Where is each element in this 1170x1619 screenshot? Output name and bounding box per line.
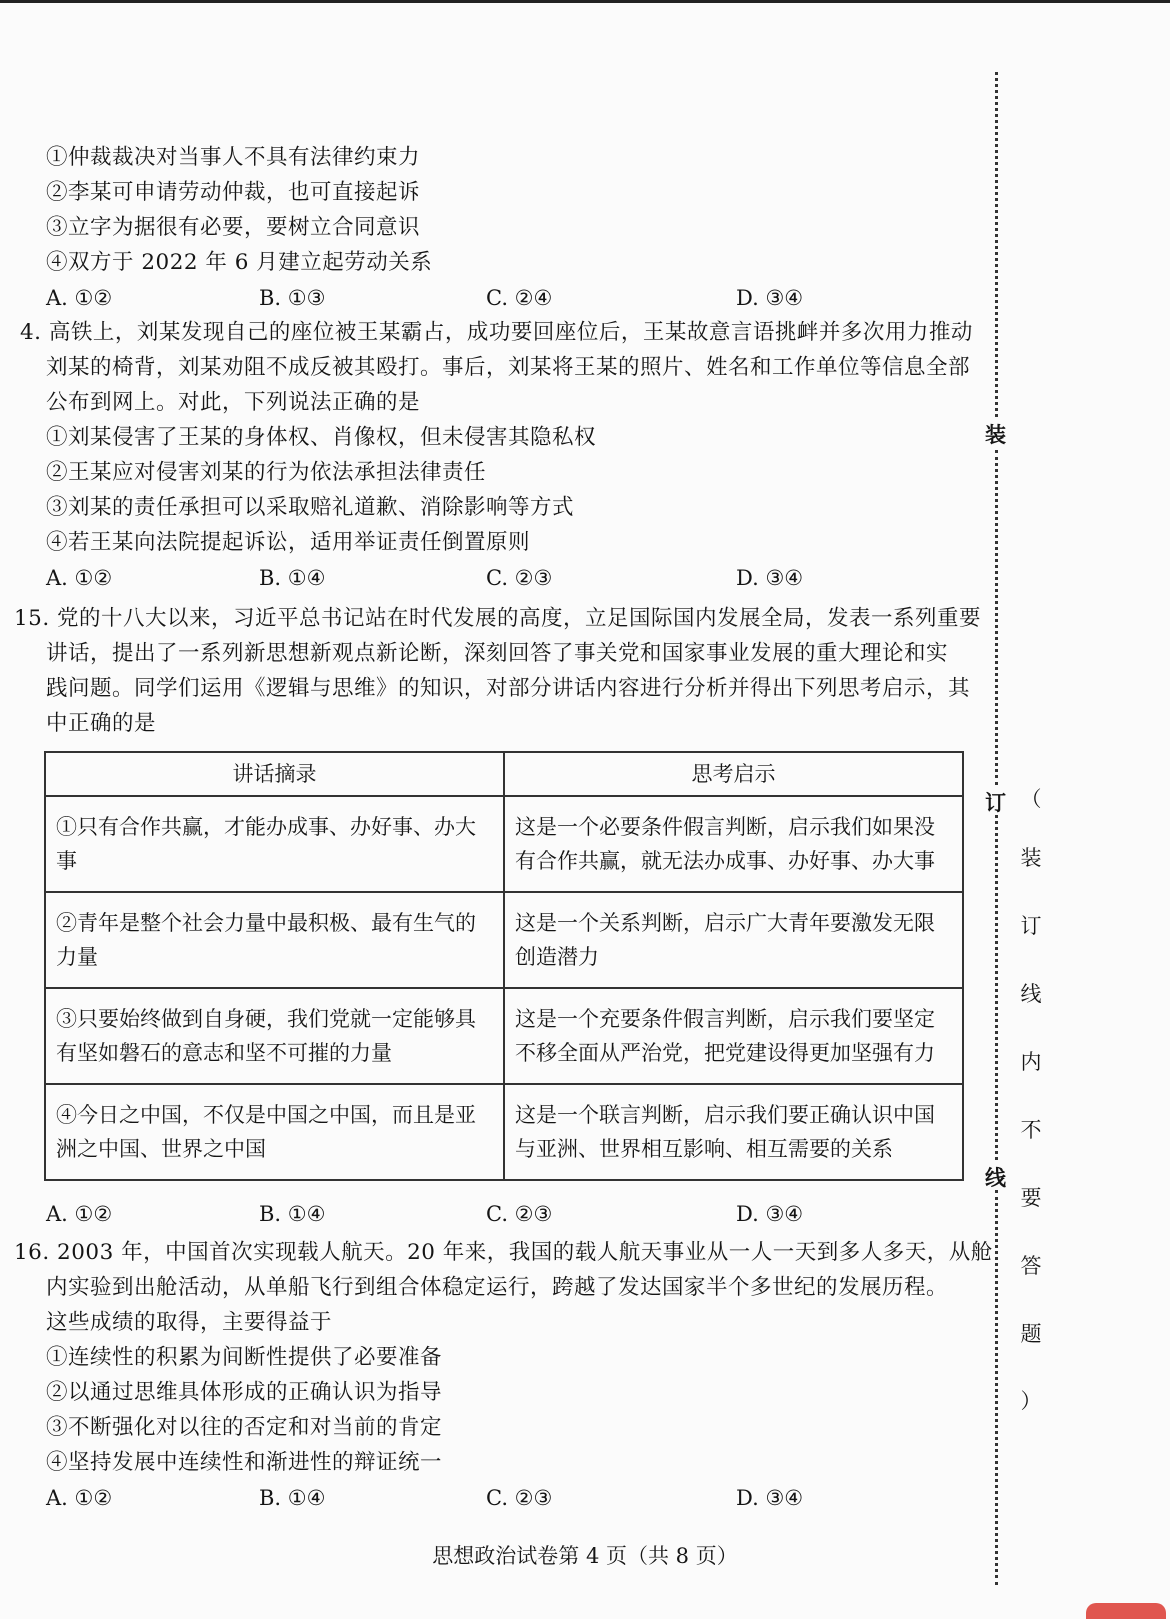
binding-notice-char: 订 [1020, 914, 1042, 938]
q14-statement-4: ④若王某向法院提起诉讼，适用举证责任倒置原则 [46, 530, 531, 555]
binding-notice-char: 答 [1020, 1254, 1042, 1278]
table-cell-excerpt: ③只要始终做到自身硬，我们党就一定能够具有坚如磐石的意志和坚不可摧的力量 [45, 988, 504, 1084]
q16-options [46, 1483, 866, 1513]
q16-statement-2: ②以通过思维具体形成的正确认识为指导 [46, 1380, 443, 1405]
binding-notice-char: 不 [1020, 1118, 1042, 1142]
q16-option-d: D. ③④ [736, 1486, 804, 1510]
q16-stem-line-3: 这些成绩的取得，主要得益于 [46, 1310, 333, 1335]
table-row [45, 892, 963, 988]
table-cell-insight: 这是一个联言判断，启示我们要正确认识中国与亚洲、世界相互影响、相互需要的关系 [504, 1084, 963, 1180]
q15-stem-line-1: 15. 党的十八大以来，习近平总书记站在时代发展的高度，立足国际国内发展全局，发表一系列重要 [14, 606, 982, 631]
q14-statement-3: ③刘某的责任承担可以采取赔礼道歉、消除影响等方式 [46, 495, 575, 520]
q13-option-c: C. ②④ [486, 286, 553, 310]
q16-statement-3: ③不断强化对以往的否定和对当前的肯定 [46, 1415, 443, 1440]
q16-statement-1: ①连续性的积累为间断性提供了必要准备 [46, 1345, 443, 1370]
table-row [45, 988, 963, 1084]
q16-option-c: C. ②③ [486, 1486, 553, 1510]
binding-dotted-line [995, 1190, 998, 1585]
q16-statement-4: ④坚持发展中连续性和渐进性的辩证统一 [46, 1450, 443, 1475]
q15-option-c: C. ②③ [486, 1202, 553, 1226]
binding-mark-ding: 订 [985, 790, 1006, 815]
q15-options [46, 1199, 866, 1229]
table-cell-excerpt: ①只有合作共赢，才能办成事、办好事、办大事 [45, 796, 504, 892]
q15-stem-line-2: 讲话，提出了一系列新思想新观点新论断，深刻回答了事关党和国家事业发展的重大理论和实 [46, 641, 949, 666]
binding-notice-char: 线 [1020, 982, 1042, 1006]
q15-option-d: D. ③④ [736, 1202, 804, 1226]
corner-tab [1086, 1603, 1166, 1619]
q13-statement-4: ④双方于 2022 年 6 月建立起劳动关系 [46, 250, 433, 275]
q14-statement-1: ①刘某侵害了王某的身体权、肖像权，但未侵害其隐私权 [46, 425, 597, 450]
binding-dotted-line [995, 815, 998, 1160]
q16-option-a: A. ①② [46, 1486, 113, 1510]
q14-option-b: B. ①④ [259, 566, 326, 590]
table-header-insight: 思考启示 [504, 752, 963, 796]
page-footer: 思想政治试卷第 4 页（共 8 页） [432, 1544, 738, 1568]
q16-option-b: B. ①④ [259, 1486, 326, 1510]
q14-options [46, 563, 866, 593]
binding-mark-zhuang: 装 [985, 422, 1006, 447]
top-border-line [0, 0, 1170, 3]
q15-stem-line-3: 践问题。同学们运用《逻辑与思维》的知识，对部分讲话内容进行分析并得出下列思考启示，其 [46, 676, 971, 701]
q16-stem-line-1: 16. 2003 年，中国首次实现载人航天。20 年来，我国的载人航天事业从一人一天到多人多天，从舱 [14, 1240, 993, 1265]
table-cell-insight: 这是一个必要条件假言判断，启示我们如果没有合作共赢，就无法办成事、办好事、办大事 [504, 796, 963, 892]
binding-dotted-line [995, 72, 998, 417]
q13-statement-1: ①仲裁裁决对当事人不具有法律约束力 [46, 145, 421, 170]
table-cell-insight: 这是一个关系判断，启示广大青年要激发无限创造潜力 [504, 892, 963, 988]
q13-statement-2: ②李某可申请劳动仲裁，也可直接起诉 [46, 180, 421, 205]
q14-stem-line-2: 刘某的椅背，刘某劝阻不成反被其殴打。事后，刘某将王某的照片、姓名和工作单位等信息全部 [46, 355, 971, 380]
binding-notice-char: 要 [1020, 1186, 1042, 1210]
q14-statement-2: ②王某应对侵害刘某的行为依法承担法律责任 [46, 460, 487, 485]
q13-option-b: B. ①③ [259, 286, 326, 310]
q14-stem-line-1: 4. 高铁上，刘某发现自己的座位被王某霸占，成功要回座位后，王某故意言语挑衅并多次用力推动 [20, 320, 973, 345]
table-cell-insight: 这是一个充要条件假言判断，启示我们要坚定不移全面从严治党，把党建设得更加坚强有力 [504, 988, 963, 1084]
q16-stem-line-2: 内实验到出舱活动，从单船飞行到组合体稳定运行，跨越了发达国家半个多世纪的发展历程。 [46, 1275, 949, 1300]
q15-option-a: A. ①② [46, 1202, 113, 1226]
table-header-excerpt: 讲话摘录 [45, 752, 504, 796]
q13-options [46, 283, 866, 313]
table-cell-excerpt: ④今日之中国，不仅是中国之中国，而且是亚洲之中国、世界之中国 [45, 1084, 504, 1180]
q14-option-a: A. ①② [46, 566, 113, 590]
table-row [45, 1084, 963, 1180]
table-header-row [45, 752, 963, 796]
q14-stem-line-3: 公布到网上。对此，下列说法正确的是 [46, 390, 421, 415]
binding-notice-char: 题 [1020, 1322, 1042, 1346]
binding-mark-xian: 线 [985, 1165, 1006, 1190]
q13-option-d: D. ③④ [736, 286, 804, 310]
binding-notice-char: （ [1020, 787, 1042, 811]
q13-statement-3: ③立字为据很有必要，要树立合同意识 [46, 215, 421, 240]
q13-option-a: A. ①② [46, 286, 113, 310]
q15-table [44, 751, 964, 1181]
q14-option-c: C. ②③ [486, 566, 553, 590]
binding-dotted-line [995, 450, 998, 785]
q15-option-b: B. ①④ [259, 1202, 326, 1226]
table-cell-excerpt: ②青年是整个社会力量中最积极、最有生气的力量 [45, 892, 504, 988]
q14-option-d: D. ③④ [736, 566, 804, 590]
q15-stem-line-4: 中正确的是 [46, 711, 157, 736]
binding-notice-char: ） [1020, 1389, 1042, 1413]
binding-notice-char: 内 [1020, 1050, 1042, 1074]
table-row [45, 796, 963, 892]
binding-notice-char: 装 [1020, 846, 1042, 870]
